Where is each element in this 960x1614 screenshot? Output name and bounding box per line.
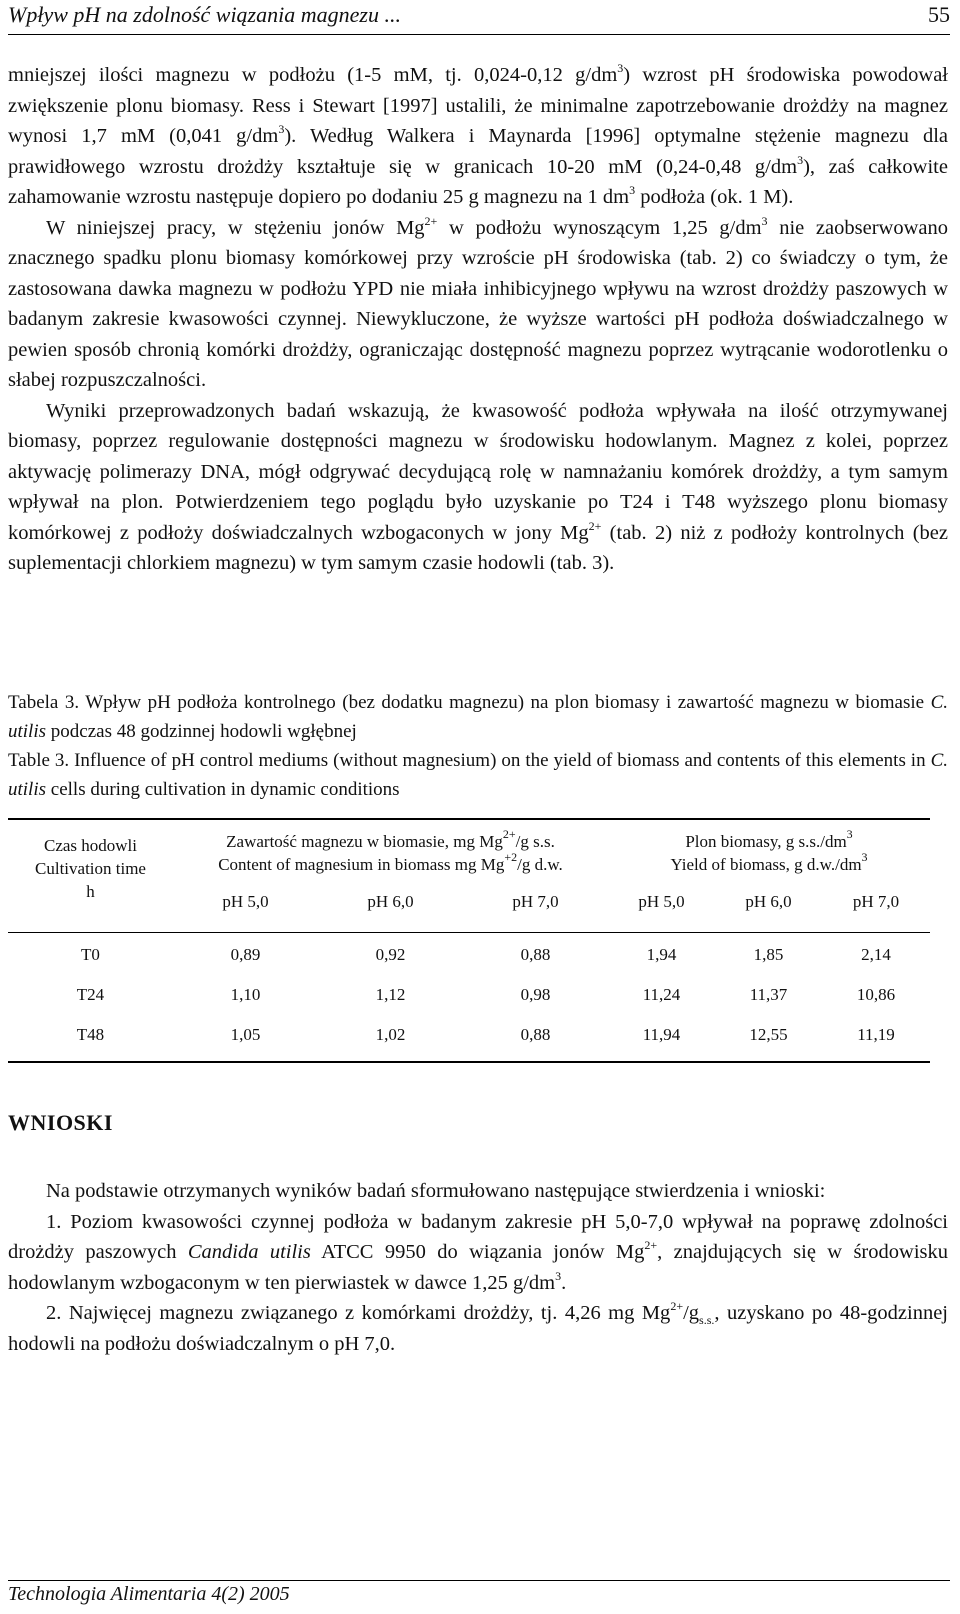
- table-caption: [8, 688, 948, 804]
- caption-en-a: Table 3. Influence of pH control mediums (without magnesium) on the yield of biomass and contents of this elements in: [8, 750, 931, 771]
- ph-label: pH 5,0: [222, 892, 269, 911]
- p3-part-a: Wyniki przeprowadzonych badań wskazują, że kwasowość podłoża wpływała na ilość otrzymywanej biomasy, poprzez regulowanie dostępności magnezu w środowisku hodowlanym. Magnez z kolei, poprzez aktywację polimerazy DNA, mógł odgrywać decydującą rolę w namnażaniu komórek drożdży, a tym samym wpływał na plon. Potwierdzeniem tego poglądu było uzyskanie po T24 i T48 wyższego plonu biomasy komórkowej z podłoży doświadczalnych wzbogaconych w jony Mg: [8, 399, 948, 544]
- table-3: [8, 818, 930, 1063]
- value-cell: 0,98: [520, 985, 551, 1004]
- magnesium-header-en: [173, 850, 608, 876]
- p1-part-c: ). Według Walkera i Maynarda [1996] optymalne stężenie magnezu dla prawidłowego wzrostu drożdży kształtuje się w granicach 10-20 mM (0,24-0,48 g/dm: [8, 125, 948, 178]
- superscript: 2+: [588, 518, 602, 533]
- paragraph-3: [8, 396, 948, 579]
- value-cell: 0,88: [520, 1025, 551, 1044]
- p1-part-e: podłoża (ok. 1 M).: [635, 186, 794, 208]
- ph-label: pH 6,0: [745, 892, 792, 911]
- yield-header-en: [608, 850, 930, 876]
- p2-part-c: nie zaobserwowano znacznego spadku plonu biomasy komórkowej przy wzroście pH środowiska (tab. 2) co świadczy o tym, że zastosowana dawka magnezu w podłożu YPD nie miała inhibicyjnego wpływu na wzrost drożdży paszowych w badanym zakresie kwasowości czynnej. Niewykluczone, że wyższe wartości pH podłoża doświadczalnego w pewien sposób chronią komórki drożdży, ograniczając dostępność magnezu poprzez wytrącanie wodorotlenku o słabej rozpuszczalności.: [8, 216, 948, 391]
- footer-rule: [8, 1580, 950, 1581]
- caption-polish: [8, 688, 948, 746]
- value-cell: 1,10: [230, 985, 261, 1004]
- superscript: 3: [629, 183, 636, 197]
- value-cell: 11,24: [642, 985, 681, 1004]
- header-rule: [8, 34, 950, 35]
- conclusion-1: [8, 1207, 948, 1299]
- c1-part-d: .: [561, 1271, 567, 1294]
- value-cell: 11,94: [642, 1025, 681, 1044]
- superscript: +2: [504, 850, 518, 864]
- value-cell: 0,89: [230, 945, 261, 964]
- running-header: [8, 0, 950, 36]
- conclusions-intro: Na podstawie otrzymanych wyników badań sformułowano następujące stwierdzenia i wnioski:: [46, 1180, 826, 1202]
- ph-label: pH 5,0: [638, 892, 685, 911]
- ph-label: pH 7,0: [512, 892, 559, 911]
- superscript: 3: [761, 213, 768, 228]
- value-cell: 2,14: [861, 945, 891, 964]
- yield-header: [608, 819, 930, 880]
- superscript: 3: [278, 122, 285, 136]
- table-row: [8, 975, 930, 1015]
- c2-part-c: , uzyskano po 48-godzinnej hodowli na podłożu doświadczalnym o pH 7,0.: [8, 1302, 948, 1355]
- value-cell: 12,55: [749, 1025, 788, 1044]
- c1-part-a: 1. Poziom kwasowości czynnej podłoża w badanym zakresie pH 5,0-7,0 wpływał na poprawę zdolności drożdży paszowych: [8, 1210, 948, 1263]
- value-cell: 0,92: [375, 945, 406, 964]
- value-cell: 1,02: [375, 1025, 406, 1044]
- time-cell: T0: [81, 945, 100, 964]
- superscript: 2+: [644, 1238, 658, 1252]
- paragraph-2: [8, 213, 948, 396]
- caption-en-b: cells during cultivation in dynamic conditions: [46, 779, 400, 800]
- caption-pl-species: C. utilis: [8, 692, 948, 742]
- yield-head-pl-text: Plon biomasy, g s.s./dm: [685, 832, 847, 851]
- c1-species: Candida utilis: [187, 1241, 311, 1263]
- caption-pl-a: Tabela 3. Wpływ pH podłoża kontrolnego (bez dodatku magnezu) na plon biomasy i zawartość magnezu w biomasie: [8, 692, 931, 713]
- value-cell: 11,19: [857, 1025, 895, 1044]
- table-row: [8, 933, 930, 976]
- page-number: 55: [928, 2, 950, 27]
- mg-head-en-text: Content of magnesium in biomass mg Mg: [218, 855, 505, 874]
- value-cell: 1,94: [646, 945, 677, 964]
- superscript: 3: [846, 827, 853, 841]
- c1-part-c: , znajdujących się w środowisku hodowlanym wzbogaconym w ten pierwiastek w dawce 1,25 g/dm: [8, 1241, 948, 1294]
- yield-header-pl: [608, 827, 930, 853]
- caption-pl-b: podczas 48 godzinnej hodowli wgłębnej: [46, 721, 357, 742]
- caption-english: [8, 746, 948, 804]
- running-title: Wpływ pH na zdolność wiązania magnezu ...: [8, 2, 401, 27]
- table-row: [8, 1015, 930, 1062]
- superscript: 3: [617, 61, 624, 75]
- value-cell: 1,05: [230, 1025, 261, 1044]
- subscript: s.s.: [699, 1313, 715, 1328]
- conclusions-text: [8, 1176, 948, 1359]
- paragraph-1: [8, 60, 948, 213]
- c2-part-a: 2. Najwięcej magnezu związanego z komórkami drożdży, tj. 4,26 mg Mg: [46, 1302, 671, 1324]
- p1-part-d: ), zaś całkowite zahamowanie wzrostu następuje dopiero po dodaniu 25 g magnezu na 1 dm: [8, 155, 948, 208]
- body-text: [8, 60, 948, 579]
- magnesium-header-pl: [173, 827, 608, 853]
- mg-head-pl-unit: /g s.s.: [515, 832, 555, 851]
- mg-head-en-unit: /g d.w.: [517, 855, 563, 874]
- value-cell: 0,88: [520, 945, 551, 964]
- p2-part-a: W niniejszej pracy, w stężeniu jonów Mg: [46, 216, 425, 239]
- time-cell: T48: [76, 1025, 105, 1044]
- value-cell: 1,12: [375, 985, 406, 1004]
- value-cell: 1,85: [753, 945, 784, 964]
- p3-part-b: (tab. 2) niż z podłoży kontrolnych (bez suplementacji chlorkiem magnezu) w tym samym czasie hodowli (tab. 3).: [8, 521, 948, 574]
- table-header-row: [8, 819, 930, 880]
- ph-label: pH 7,0: [852, 892, 900, 911]
- value-cell: 11,37: [749, 985, 788, 1004]
- p2-part-b: w podłożu wynoszącym 1,25 g/dm: [437, 216, 762, 239]
- mg-head-pl-text: Zawartość magnezu w biomasie, mg Mg: [226, 832, 503, 851]
- yield-head-en-text: Yield of biomass, g d.w./dm: [670, 855, 862, 874]
- magnesium-header: [173, 819, 608, 880]
- superscript: 3: [797, 152, 804, 167]
- superscript: 3: [861, 850, 868, 864]
- time-header-line: Cultivation time: [35, 859, 146, 878]
- superscript: 3: [555, 1268, 562, 1283]
- p1-part-a: mniejszej ilości magnezu w podłożu (1-5 mM, tj. 0,024-0,12 g/dm: [8, 64, 618, 86]
- p1-part-b: ) wzrost pH środowiska powodował zwiększenie plonu biomasy. Ress i Stewart [1997] ustalili, że minimalne zapotrzebowanie drożdży na magnez wynosi 1,7 mM (0,041 g/dm: [8, 64, 948, 147]
- c1-part-b: ATCC 9950 do wiązania jonów Mg: [310, 1241, 645, 1263]
- superscript: 2+: [502, 827, 516, 841]
- time-header-line: Czas hodowli: [43, 836, 138, 855]
- superscript: 2+: [424, 213, 438, 228]
- caption-en-species: C. utilis: [8, 750, 948, 800]
- ph-label: pH 6,0: [367, 892, 414, 911]
- conclusion-2: [8, 1298, 948, 1359]
- superscript: 2+: [670, 1299, 684, 1313]
- time-header: [8, 819, 173, 933]
- c2-part-b: /g: [683, 1302, 700, 1324]
- section-heading: WNIOSKI: [8, 1110, 113, 1135]
- journal-footer: Technologia Alimentaria 4(2) 2005: [8, 1583, 290, 1605]
- time-cell: T24: [76, 985, 105, 1004]
- time-header-line: h: [86, 882, 95, 901]
- value-cell: 10,86: [856, 985, 896, 1004]
